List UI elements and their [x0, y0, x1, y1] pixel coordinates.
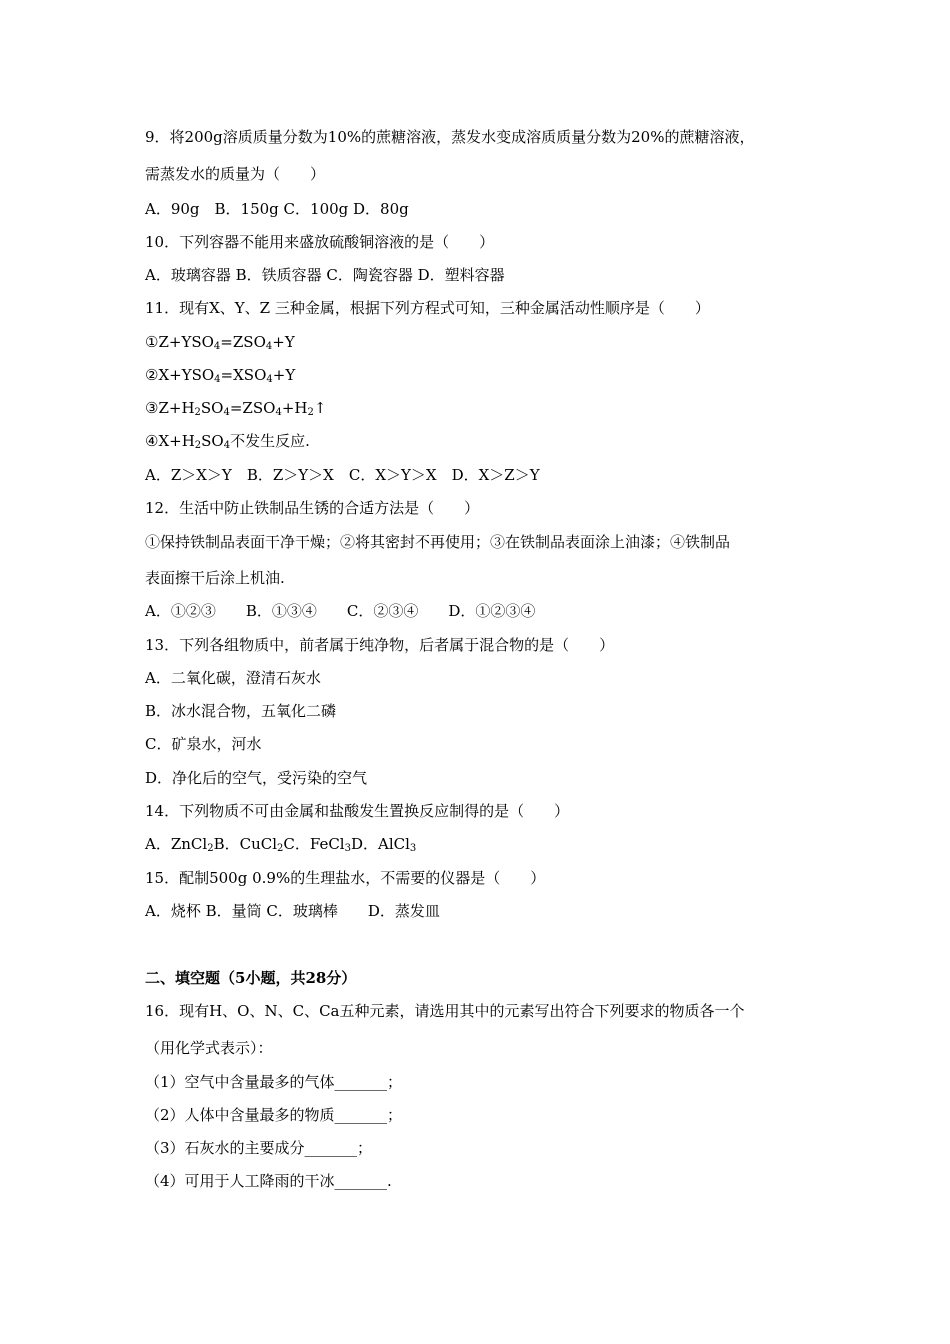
question-16-stem-line-1: 16．现有H、O、N、C、Ca五种元素，请选用其中的元素写出符合下列要求的物质各一个 — [145, 1002, 745, 1020]
question-10-stem: 10．下列容器不能用来盛放硫酸铜溶液的是（ ） — [145, 233, 495, 251]
question-11-equation-2: $②X+YSO_4=XSO_4+Y$ — [145, 366, 296, 385]
question-13-option-b: B．冰水混合物，五氧化二磷 — [145, 702, 337, 720]
question-12-stem: 12．生活中防止铁制品生锈的合适方法是（ ） — [145, 499, 480, 517]
question-9-stem-line-2: 需蒸发水的质量为（ ） — [145, 165, 326, 183]
question-13-stem: 13．下列各组物质中，前者属于纯净物，后者属于混合物的是（ ） — [145, 636, 615, 654]
question-9-options: A．90g B．150g C．100g D．80g — [145, 200, 409, 218]
question-13-option-d: D．净化后的空气，受污染的空气 — [145, 769, 368, 787]
question-10-options: A．玻璃容器 B．铁质容器 C．陶瓷容器 D．塑料容器 — [145, 266, 505, 284]
question-15-options: A．烧杯 B．量筒 C．玻璃棒 D．蒸发皿 — [145, 902, 440, 920]
question-13-option-c: C．矿泉水，河水 — [145, 735, 262, 753]
question-16-item-2: （2）人体中含量最多的物质_______； — [145, 1106, 403, 1124]
question-11-stem: 11．现有X、Y、Z 三种金属，根据下列方程式可知，三种金属活动性顺序是（ ） — [145, 299, 710, 317]
question-11-equation-4: $④X+H_2SO_4$不发生反应. — [145, 432, 310, 451]
question-12-statements-line-1: ①保持铁制品表面干净干燥；②将其密封不再使用；③在铁制品表面涂上油漆；④铁制品 — [145, 533, 731, 551]
question-16-item-3: （3）石灰水的主要成分_______； — [145, 1139, 373, 1157]
question-9-stem-line-1: 9．将200g溶质质量分数为10%的蔗糖溶液，蒸发水变成溶质质量分数为20%的蔗糖溶液， — [145, 128, 755, 146]
section-2-heading: 二、填空题（5小题，共28分） — [145, 969, 357, 987]
question-14-stem: 14．下列物质不可由金属和盐酸发生置换反应制得的是（ ） — [145, 802, 570, 820]
question-11-equation-3: $③Z+H_2SO_4=ZSO_4+H_2↑$ — [145, 399, 327, 418]
question-11-options: A．Z＞X＞Y B．Z＞Y＞X C．X＞Y＞X D．X＞Z＞Y — [145, 466, 540, 484]
question-16-item-1: （1）空气中含量最多的气体_______； — [145, 1073, 403, 1091]
question-13-option-a: A．二氧化碳，澄清石灰水 — [145, 669, 321, 687]
question-16-stem-line-2: （用化学式表示）： — [145, 1039, 273, 1057]
question-16-item-4: （4）可用于人工降雨的干冰_______. — [145, 1172, 392, 1190]
question-12-options: A．①②③ B．①③④ C．②③④ D．①②③④ — [145, 602, 536, 620]
question-12-statements-line-2: 表面擦干后涂上机油. — [145, 569, 285, 587]
question-11-equation-1: $①Z+YSO_4=ZSO_4+Y$ — [145, 333, 295, 352]
question-15-stem: 15．配制500g 0.9%的生理盐水，不需要的仪器是（ ） — [145, 869, 546, 887]
question-14-options: A．ZnCl$_2$B．CuCl$_2$C．FeCl$_3$D．AlCl$_3$ — [145, 835, 417, 854]
